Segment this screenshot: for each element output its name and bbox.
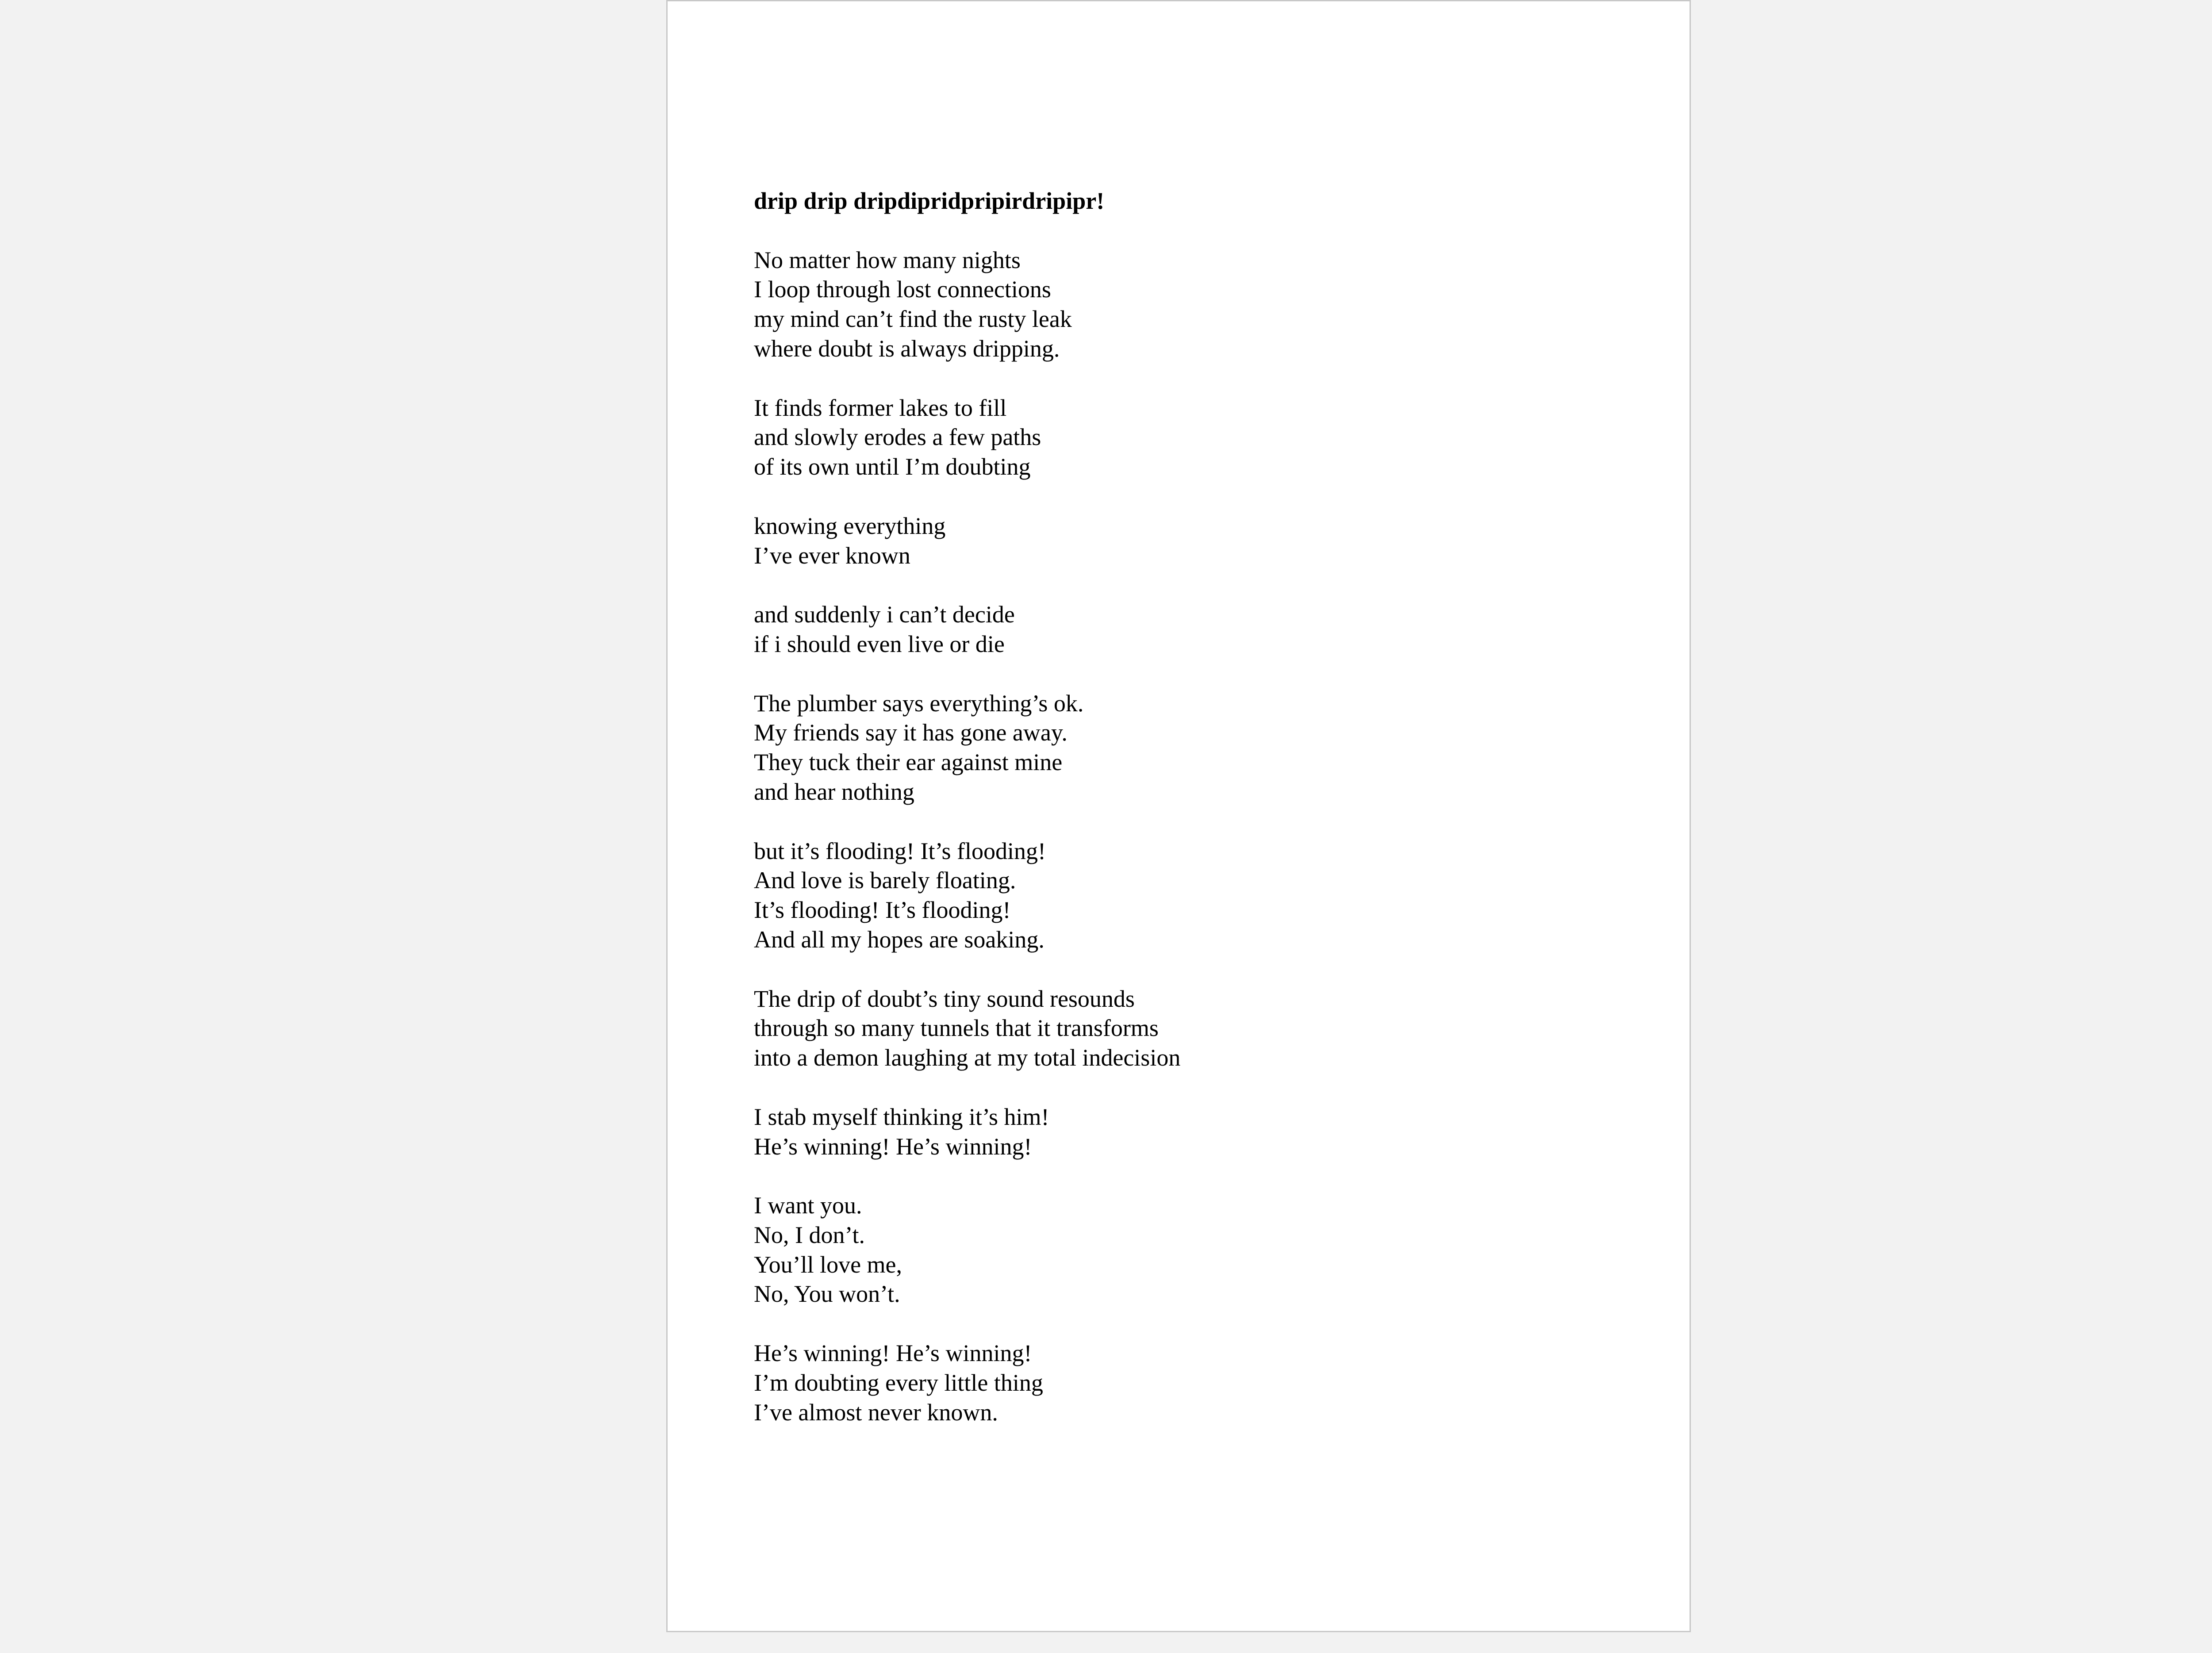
poem-line: My friends say it has gone away. (754, 719, 1068, 746)
poem-line: And all my hopes are soaking. (754, 926, 1045, 953)
poem-line: I’m doubting every little thing (754, 1369, 1043, 1396)
poem-line: and suddenly i can’t decide (754, 601, 1015, 628)
poem-line: and slowly erodes a few paths (754, 424, 1041, 451)
poem-line: You’ll love me, (754, 1251, 902, 1278)
poem-line: No matter how many nights (754, 246, 1021, 273)
poem-line: but it’s flooding! It’s flooding! (754, 837, 1046, 864)
poem-line: It’s flooding! It’s flooding! (754, 897, 1011, 924)
poem-line: They tuck their ear against mine (754, 749, 1063, 776)
stanza (754, 511, 1180, 571)
poem-line: No, You won’t. (754, 1281, 900, 1308)
document-page (666, 0, 1691, 1632)
poem-line: knowing everything (754, 512, 946, 539)
poem-line: my mind can’t find the rusty leak (754, 306, 1072, 333)
poem-line: He’s winning! He’s winning! (754, 1133, 1032, 1160)
stanza (754, 1191, 1180, 1309)
stanza (754, 836, 1180, 955)
poem-line: I stab myself thinking it’s him! (754, 1103, 1049, 1130)
poem-line: through so many tunnels that it transforms (754, 1015, 1159, 1042)
poem-line: No, I don’t. (754, 1221, 865, 1248)
poem-line: into a demon laughing at my total indecision (754, 1044, 1181, 1071)
stanza (754, 1339, 1180, 1427)
poem-line: He’s winning! He’s winning! (754, 1340, 1032, 1367)
poem-line: I’ve almost never known. (754, 1399, 998, 1426)
poem-line: if i should even live or die (754, 630, 1005, 657)
poem-line: It finds former lakes to fill (754, 394, 1007, 421)
poem-line: and hear nothing (754, 778, 914, 805)
stanza (754, 245, 1180, 364)
poem-title: drip drip dripdipridpripirdripipr! (754, 188, 1105, 214)
poem-line: The plumber says everything’s ok. (754, 690, 1084, 717)
poem-line: I’ve ever known (754, 542, 910, 569)
poem-line: where doubt is always dripping. (754, 335, 1060, 362)
poem-line: I want you. (754, 1192, 862, 1219)
poem-line: I loop through lost connections (754, 276, 1051, 303)
poem-line: The drip of doubt’s tiny sound resounds (754, 985, 1135, 1012)
poem-line: of its own until I’m doubting (754, 453, 1031, 480)
stanza (754, 393, 1180, 482)
poem-content (754, 186, 1180, 1427)
stanza (754, 984, 1180, 1073)
stanza (754, 600, 1180, 659)
poem-line: And love is barely floating. (754, 867, 1016, 894)
stanza (754, 689, 1180, 807)
stanza (754, 1102, 1180, 1162)
